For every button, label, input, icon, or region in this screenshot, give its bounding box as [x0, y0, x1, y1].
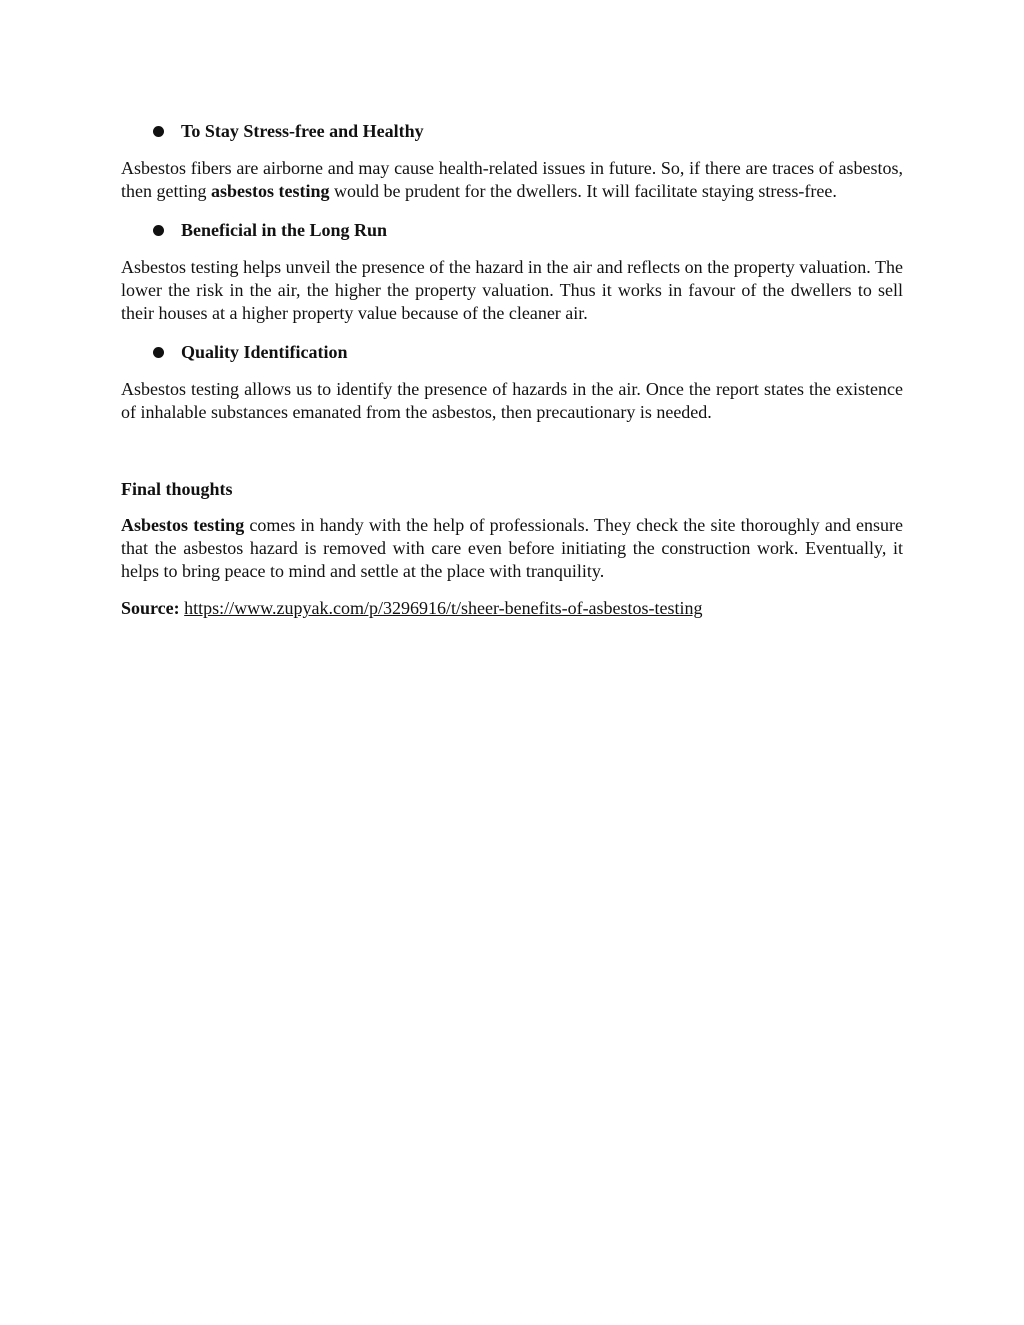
- bold-term: asbestos testing: [210, 181, 330, 201]
- document-page: [121, 118, 903, 634]
- paragraph-final-thoughts: [121, 514, 903, 583]
- bullet-icon: [153, 225, 164, 236]
- bold-term: Asbestos testing: [121, 515, 245, 535]
- bullet-icon: [153, 347, 164, 358]
- source-label: Source:: [121, 598, 180, 618]
- bullet-heading-text: Quality Identification: [181, 341, 348, 362]
- spacer: [121, 438, 903, 478]
- paragraph-text: Asbestos fibers are airborne and may cause health-related issues in future. So, if there are traces of asbestos, then getting: [121, 158, 903, 201]
- bullet-heading-text: To Stay Stress-free and Healthy: [181, 120, 424, 141]
- source-link[interactable]: https://www.zupyak.com/p/3296916/t/sheer-benefits-of-asbestos-testing: [184, 598, 703, 618]
- source-line: [121, 597, 903, 620]
- bullet-heading-stress-free: [153, 118, 903, 144]
- paragraph-quality: Asbestos testing allows us to identify the presence of hazards in the air. Once the report states the existence of inhalable substances emanated from the asbestos, then precautionary is needed.: [121, 379, 903, 422]
- bullet-heading-long-run: [153, 217, 903, 243]
- final-thoughts-heading: Final thoughts: [121, 479, 233, 499]
- bullet-icon: [153, 126, 164, 137]
- paragraph-text: would be prudent for the dwellers. It will facilitate staying stress-free.: [329, 181, 837, 201]
- paragraph-stress-free: [121, 157, 903, 203]
- paragraph-long-run: Asbestos testing helps unveil the presence of the hazard in the air and reflects on the property valuation. The lower the risk in the air, the higher the property valuation. Thus it works in favour of the dwellers to sell their houses at a higher property value because of the cleaner air.: [121, 257, 903, 323]
- bullet-heading-quality: [153, 339, 903, 365]
- paragraph-text: comes in handy with the help of professionals. They check the site thoroughly and ensure that the asbestos hazard is removed with care even before initiating the construction work. Eventually, it helps to bring peace to mind and settle at the place with tranquility.: [121, 515, 903, 581]
- bullet-heading-text: Beneficial in the Long Run: [181, 219, 388, 240]
